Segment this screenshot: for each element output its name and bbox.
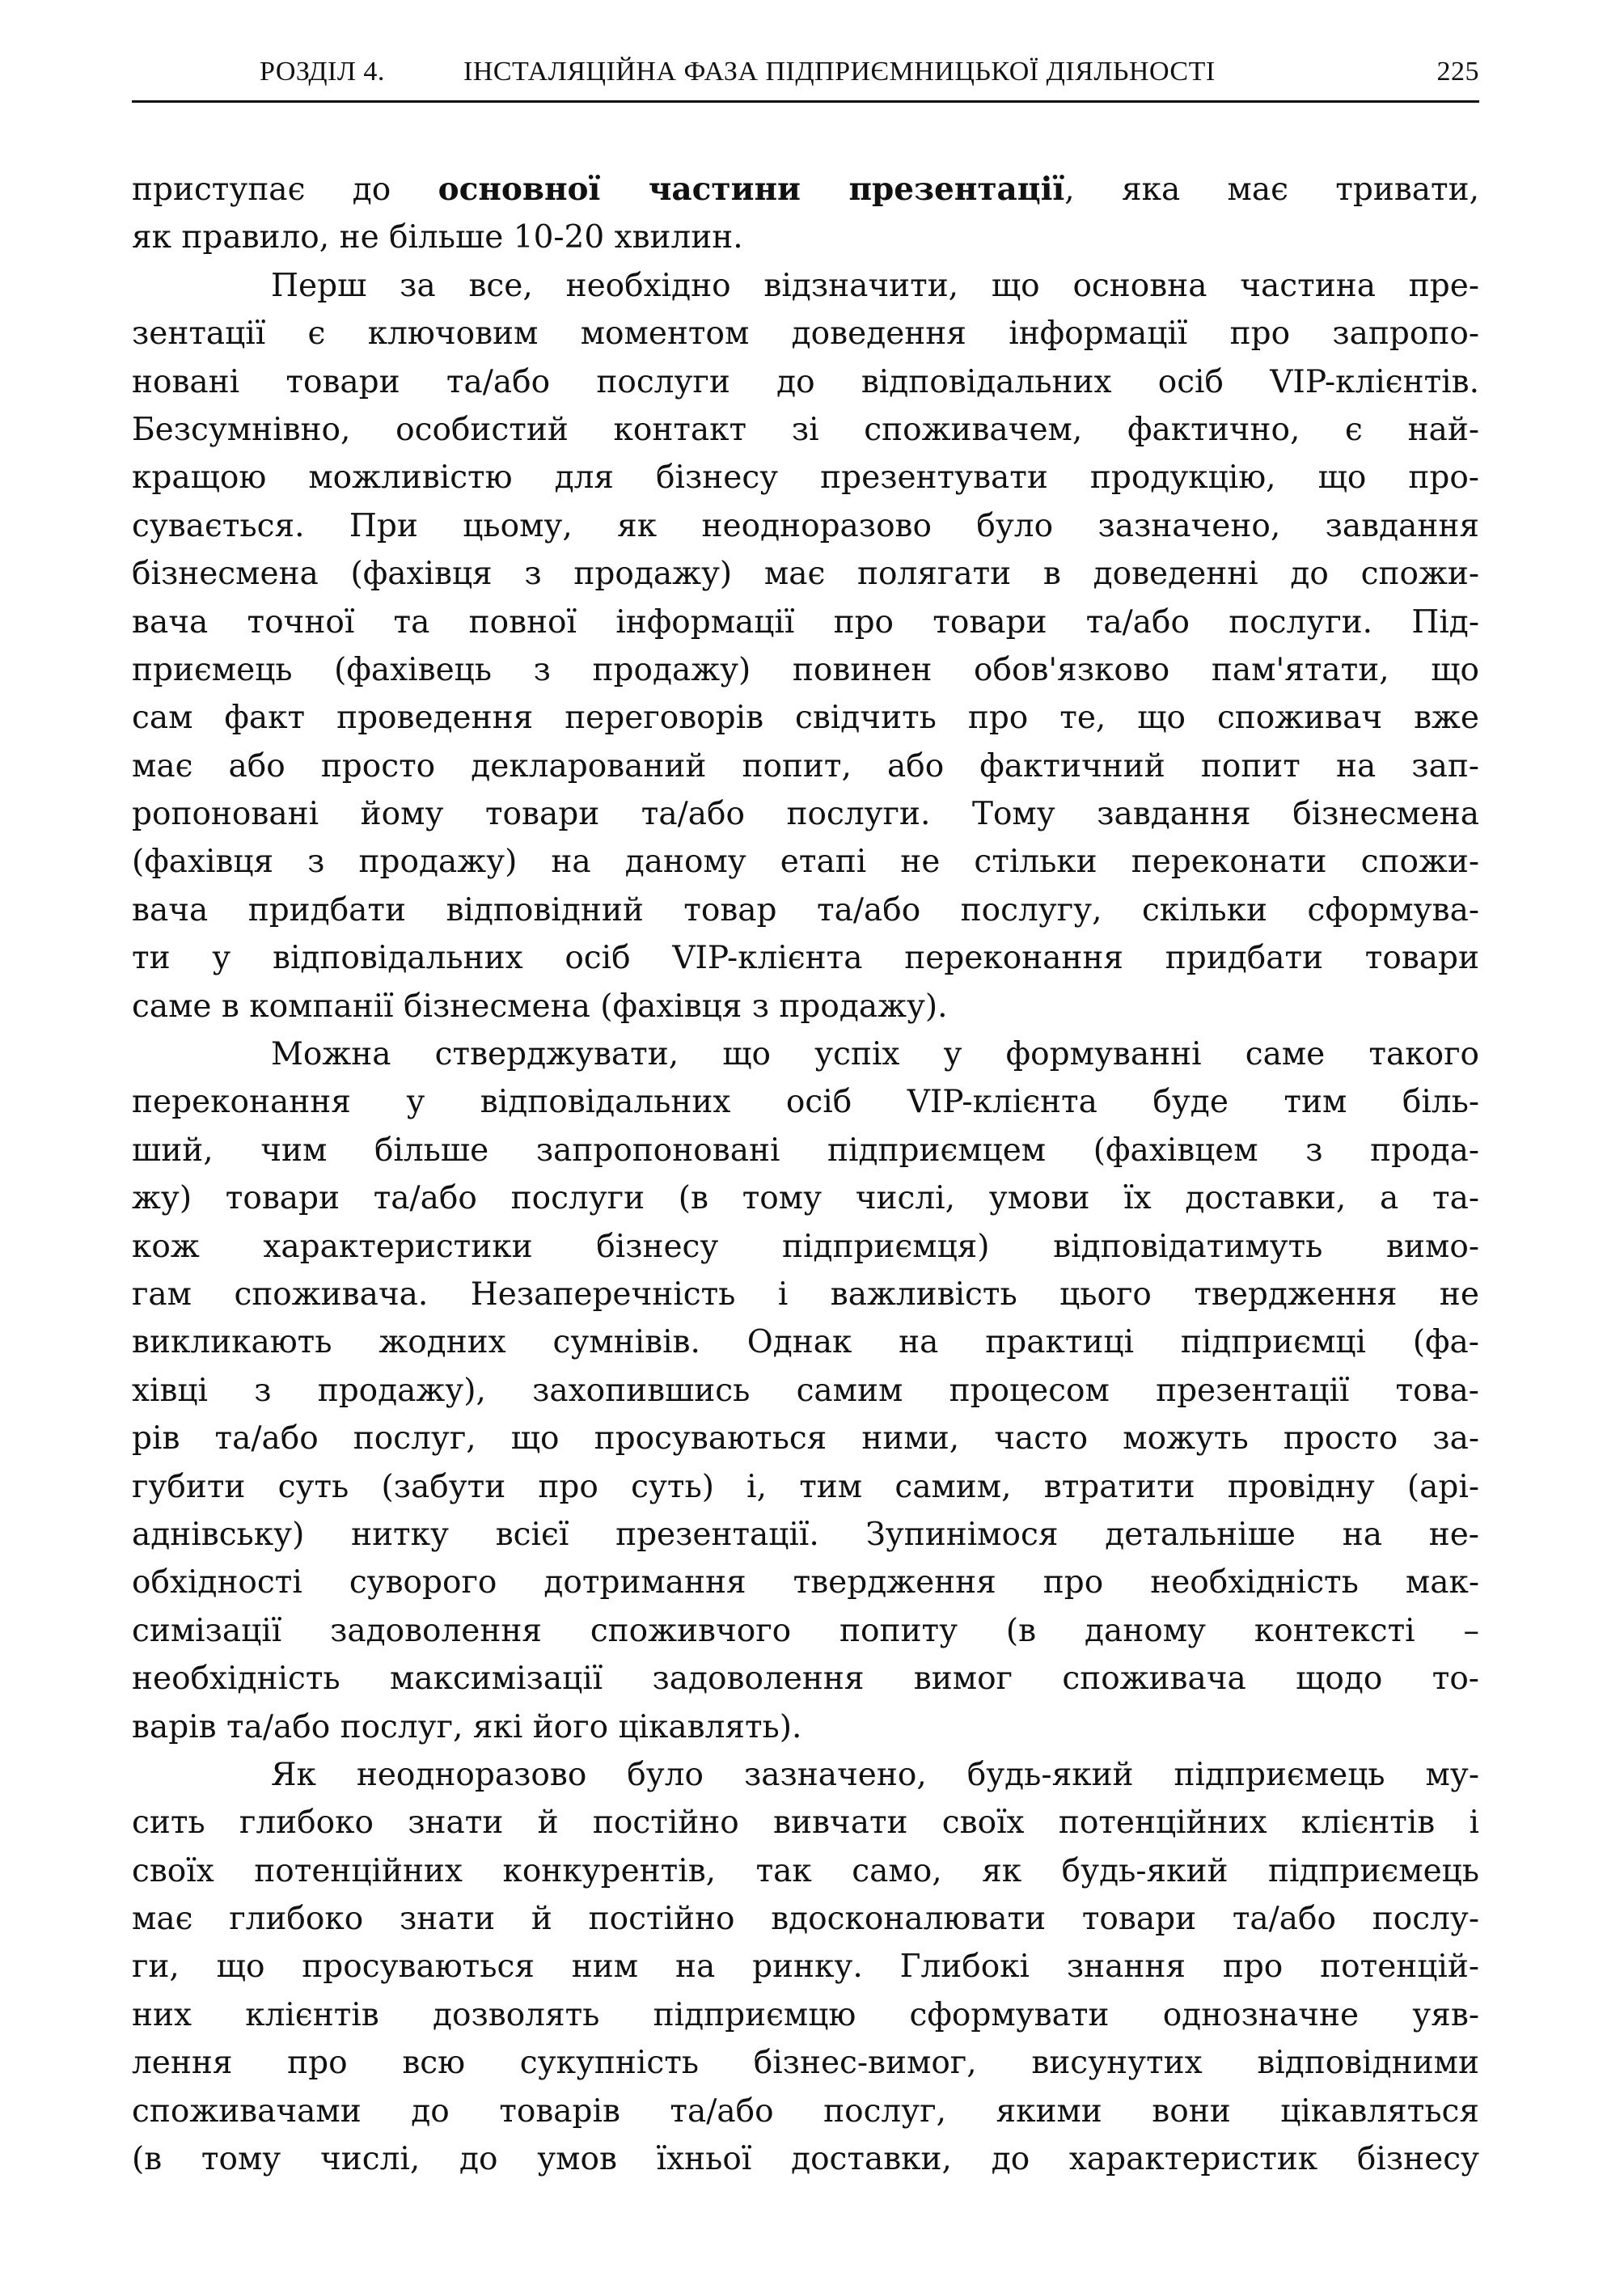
- paragraph: [132, 262, 1479, 1030]
- text-line: саме в компанії бізнесмена (фахівця з продажу).: [132, 988, 948, 1025]
- text-line: переконання у відповідальних осіб VIP-клієнта буде тим біль-: [132, 1084, 1479, 1121]
- text-line: жу) товари та/або послуги (в тому числі, умови їх доставки, а та-: [132, 1180, 1479, 1217]
- text-line: приємець (фахівець з продажу) повинен обов'язково пам'ятати, що: [132, 651, 1479, 688]
- header-title: ІНСТАЛЯЦІЙНА ФАЗА ПІДПРИЄМНИЦЬКОЇ ДІЯЛЬНОСТІ: [463, 57, 1216, 87]
- text-line: ший, чим більше запропоновані підприємцем (фахівцем з прода-: [132, 1132, 1479, 1169]
- text-line: хівці з продажу), захопившись самим процесом презентації това-: [132, 1372, 1479, 1409]
- text-line: викликають жодних сумнівів. Однак на практиці підприємці (фа-: [132, 1324, 1479, 1361]
- text-line: рів та/або послуг, що просуваються ними, часто можуть просто за-: [132, 1420, 1479, 1457]
- text-line: вача придбати відповідний товар та/або послугу, скільки сформува-: [132, 891, 1479, 929]
- text-line: обхідності суворого дотримання твердження про необхідність мак-: [132, 1564, 1479, 1601]
- text-line: має або просто декларований попит, або фактичний попит на зап-: [132, 747, 1479, 785]
- paragraph: [132, 1030, 1479, 1751]
- text-line: ги, що просуваються ним на ринку. Глибокі знання про потенцій-: [132, 1948, 1479, 1986]
- text-line: [132, 166, 1479, 214]
- header-chapter: РОЗДІЛ 4.: [260, 57, 385, 87]
- text-run: приступає до: [132, 171, 438, 208]
- body-text: [132, 166, 1479, 2183]
- text-run: , яка має тривати,: [1064, 171, 1479, 208]
- text-line: бізнесмена (фахівця з продажу) має полягати в доведенні до спожи-: [132, 556, 1479, 593]
- text-line: кож характеристики бізнесу підприємця) відповідатимуть вимо-: [132, 1228, 1479, 1265]
- text-line: як правило, не більше 10-20 хвилин.: [132, 219, 743, 256]
- text-line: Безсумнівно, особистий контакт зі споживачем, фактично, є най-: [132, 411, 1479, 448]
- text-line: споживачами до товарів та/або послуг, якими вони цікавляться: [132, 2092, 1479, 2130]
- text-line: лення про всю сукупність бізнес-вимог, висунутих відповідними: [132, 2045, 1479, 2082]
- text-line: необхідність максимізації задоволення вимог споживача щодо то-: [132, 1661, 1479, 1698]
- text-line: вача точної та повної інформації про товари та/або послуги. Під-: [132, 603, 1479, 641]
- running-header: [132, 52, 1479, 103]
- text-line: варів та/або послуг, які його цікавлять).: [132, 1708, 802, 1745]
- text-line: гам споживача. Незаперечність і важливість цього твердження не: [132, 1276, 1479, 1313]
- text-line: сить глибоко знати й постійно вивчати своїх потенційних клієнтів і: [132, 1804, 1479, 1842]
- text-line: губити суть (забути про суть) і, тим самим, втратити провідну (арі-: [132, 1468, 1479, 1505]
- text-line: Як неодноразово було зазначено, будь-який підприємець му-: [271, 1756, 1479, 1793]
- text-line: них клієнтів дозволять підприємцю сформувати однозначне уяв-: [132, 1996, 1479, 2033]
- text-line: Перш за все, необхідно відзначити, що основна частина пре-: [271, 267, 1479, 304]
- text-line: аднівську) нитку всієї презентації. Зупинімося детальніше на не-: [132, 1516, 1479, 1553]
- text-line: своїх потенційних конкурентів, так само, як будь-який підприємець: [132, 1852, 1479, 1889]
- text-line: ропоновані йому товари та/або послуги. Тому завдання бізнесмена: [132, 796, 1479, 833]
- page-number: 225: [1436, 57, 1479, 87]
- text-line: (в тому числі, до умов їхньої доставки, до характеристик бізнесу: [132, 2141, 1479, 2178]
- text-line: сувається. При цьому, як неодноразово було зазначено, завдання: [132, 507, 1479, 544]
- text-line: сам факт проведення переговорів свідчить про те, що споживач вже: [132, 700, 1479, 737]
- text-line: кращою можливістю для бізнесу презентувати продукцію, що про-: [132, 459, 1479, 497]
- text-line: має глибоко знати й постійно вдосконалювати товари та/або послу-: [132, 1901, 1479, 1938]
- text-line: новані товари та/або послуги до відповідальних осіб VIP-клієнтів.: [132, 363, 1479, 400]
- bold-term: основної частини презентації: [438, 171, 1065, 208]
- text-line: симізації задоволення споживчого попиту (в даному контексті –: [132, 1612, 1479, 1649]
- book-page: [132, 0, 1479, 2293]
- paragraph: [132, 166, 1479, 262]
- text-line: Можна стверджувати, що успіх у формуванні саме такого: [271, 1036, 1479, 1073]
- text-line: ти у відповідальних осіб VIP-клієнта переконання придбати товари: [132, 940, 1479, 977]
- paragraph: [132, 1751, 1479, 2184]
- text-line: зентації є ключовим моментом доведення інформації про запропо-: [132, 315, 1479, 353]
- text-line: (фахівця з продажу) на даному етапі не стільки переконати спожи-: [132, 844, 1479, 881]
